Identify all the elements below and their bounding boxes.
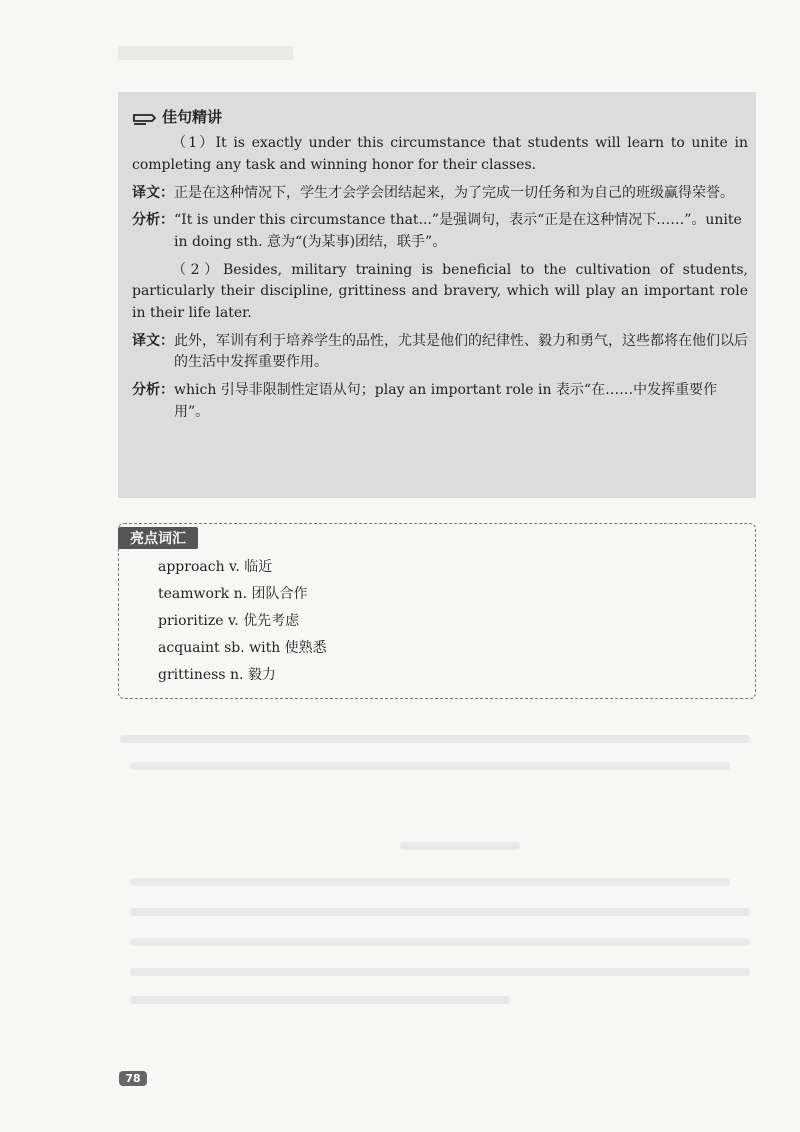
bleed-through-line [130,878,730,886]
section-title: 佳句精讲 [162,108,223,126]
sentence-analysis-section [132,106,748,430]
sentence-text: （1）It is exactly under this circumstance that students will learn to unite in completing any task and winning honor for their classes. [132,135,748,173]
bleed-through-line [130,938,750,946]
vocab-title-tab: 亮点词汇 [118,527,198,549]
bleed-through-line [130,908,750,916]
bleed-through-line [400,842,520,850]
translation-row: 译文： 此外，军训有利于培养学生的品性，尤其是他们的纪律性、毅力和勇气，这些都将在他们以后的生活中发挥重要作用。 [132,332,748,371]
vocab-item: approach v. 临近 [158,559,273,575]
vocab-item: grittiness n. 毅力 [158,667,276,683]
analysis-row: 分析： “It is under this circumstance that...”是强调句，表示“正是在这种情况下……”。unite in doing sth. 意为“(为某事)团结，联手”。 [132,212,742,250]
sentence-text: （2）Besides, military training is beneficial to the cultivation of students, particularly their discipline, grittiness and bravery, which will play an important role in their life later. [132,261,748,322]
sentence-item-1 [132,133,748,253]
vocab-item: acquaint sb. with 使熟悉 [158,640,327,656]
vocab-list [158,554,327,689]
bleed-through-line [130,996,510,1004]
page-number: 78 [119,1071,147,1086]
translation-row: 译文： 正是在这种情况下，学生才会学会团结起来，为了完成一切任务和为自己的班级赢得荣誉。 [132,184,734,201]
bleed-through-line [130,762,730,770]
vocab-item: prioritize v. 优先考虑 [158,613,300,629]
sentence-item-2 [132,260,748,424]
vocab-item: teamwork n. 团队合作 [158,586,308,602]
pen-icon [132,110,156,126]
bleed-through-line [120,735,750,743]
faint-header-bar [118,46,293,60]
analysis-row: 分析： which 引导非限制性定语从句；play an important role in 表示“在……中发挥重要作用”。 [132,382,718,420]
section-heading [132,106,748,129]
bleed-through-line [130,968,750,976]
